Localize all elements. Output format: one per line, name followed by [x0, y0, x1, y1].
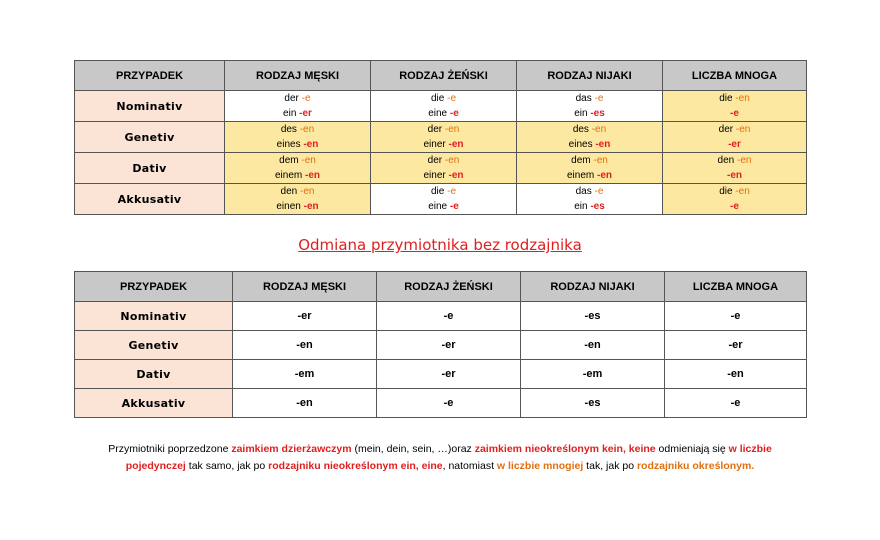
declension-table-without-article — [74, 271, 807, 418]
note-highlight-orange: rodzajniku określonym. — [636, 460, 755, 472]
article-text: eines — [276, 139, 304, 150]
article-line — [517, 153, 662, 168]
ending-cell — [663, 122, 807, 153]
case-label: Dativ — [75, 360, 233, 389]
case-row — [75, 302, 807, 331]
note-highlight: rodzajniku nieokreślonym ein, eine — [268, 460, 443, 472]
article-text: einem — [566, 170, 597, 181]
ending-text: -e — [594, 186, 604, 197]
ending-cell — [225, 122, 371, 153]
ending-text: -er — [299, 108, 312, 119]
case-row — [75, 122, 807, 153]
ending-cell — [517, 91, 663, 122]
ending-cell — [663, 153, 807, 184]
article-text: den — [280, 186, 300, 197]
article-text: die — [430, 186, 448, 197]
article-line — [371, 153, 516, 168]
article-text: dem — [279, 155, 302, 166]
article-line — [517, 91, 662, 106]
ending-text: -e — [594, 93, 604, 104]
article-line — [663, 91, 806, 106]
ending-text: -en — [735, 186, 750, 197]
ending-text: -en — [444, 155, 460, 166]
ending-cell: -en — [233, 331, 377, 360]
article-text: einer — [423, 170, 449, 181]
ending-text: -en — [305, 170, 320, 181]
article-text: des — [280, 124, 300, 135]
ending-cell: -en — [521, 331, 665, 360]
case-row — [75, 360, 807, 389]
indefinite-line — [517, 168, 662, 183]
article-text: einer — [423, 139, 449, 150]
case-label: Genetiv — [75, 331, 233, 360]
ending-text: -en — [597, 170, 612, 181]
ending-text: -en — [301, 155, 316, 166]
indefinite-line — [663, 106, 806, 121]
ending-text: -en — [735, 124, 751, 135]
article-line — [517, 184, 662, 199]
article-text: eines — [568, 139, 596, 150]
article-text: ein — [574, 201, 591, 212]
ending-cell: -e — [665, 302, 807, 331]
ending-text: -en — [595, 139, 611, 150]
ending-cell — [663, 91, 807, 122]
ending-text: -en — [737, 155, 752, 166]
header-row — [75, 272, 807, 302]
article-text: eine — [428, 201, 450, 212]
article-text: den — [717, 155, 737, 166]
header-feminine: RODZAJ ŻEŃSKI — [377, 272, 521, 302]
article-line — [371, 122, 516, 137]
article-line — [371, 91, 516, 106]
article-text: des — [572, 124, 592, 135]
note-highlight: w liczbie pojedynczej — [125, 443, 772, 472]
indefinite-line — [663, 137, 806, 152]
case-row — [75, 91, 807, 122]
ending-cell — [225, 184, 371, 215]
case-label: Akkusativ — [75, 184, 225, 215]
article-text: ein — [574, 108, 591, 119]
section-heading: Odmiana przymiotnika bez rodzajnika — [298, 236, 582, 254]
case-row — [75, 389, 807, 418]
indefinite-line — [371, 106, 516, 121]
article-line — [225, 153, 370, 168]
ending-text: -e — [447, 93, 457, 104]
ending-cell — [663, 184, 807, 215]
case-label: Genetiv — [75, 122, 225, 153]
ending-cell: -e — [377, 389, 521, 418]
explanation-note — [80, 441, 800, 475]
ending-cell: -es — [521, 302, 665, 331]
article-text: einem — [274, 170, 305, 181]
ending-text: -en — [727, 170, 742, 181]
article-text: die — [719, 186, 736, 197]
ending-cell: -er — [377, 331, 521, 360]
article-text: die — [430, 93, 448, 104]
note-text: tak, jak po — [583, 460, 637, 472]
case-label: Akkusativ — [75, 389, 233, 418]
ending-text: -en — [448, 139, 464, 150]
header-plural: LICZBA MNOGA — [665, 272, 807, 302]
indefinite-line — [225, 168, 370, 183]
ending-cell — [225, 153, 371, 184]
ending-cell: -er — [665, 331, 807, 360]
ending-cell — [517, 153, 663, 184]
ending-text: -en — [444, 124, 460, 135]
ending-text: -er — [728, 139, 741, 150]
ending-cell — [517, 184, 663, 215]
header-neuter: RODZAJ NIJAKI — [521, 272, 665, 302]
header-masculine: RODZAJ MĘSKI — [225, 61, 371, 91]
article-text: dem — [571, 155, 594, 166]
ending-cell — [371, 122, 517, 153]
indefinite-line — [663, 199, 806, 214]
indefinite-line — [663, 168, 806, 183]
indefinite-line — [371, 137, 516, 152]
ending-text: -en — [300, 186, 315, 197]
ending-text: -en — [735, 93, 750, 104]
article-line — [663, 122, 806, 137]
indefinite-line — [371, 168, 516, 183]
ending-cell — [517, 122, 663, 153]
article-text: der — [718, 124, 736, 135]
ending-cell — [225, 91, 371, 122]
ending-cell: -em — [521, 360, 665, 389]
indefinite-line — [517, 199, 662, 214]
ending-text: -en — [591, 124, 607, 135]
article-text: einen — [276, 201, 304, 212]
article-text: der — [427, 155, 445, 166]
article-line — [663, 153, 806, 168]
header-feminine: RODZAJ ŻEŃSKI — [371, 61, 517, 91]
article-text: die — [719, 93, 736, 104]
note-text: tak samo, jak po — [185, 460, 269, 472]
case-row — [75, 331, 807, 360]
article-text: der — [284, 93, 302, 104]
indefinite-line — [517, 106, 662, 121]
case-label: Nominativ — [75, 91, 225, 122]
ending-cell: -en — [233, 389, 377, 418]
indefinite-line — [225, 106, 370, 121]
note-text: Przymiotniki poprzedzone — [108, 443, 232, 455]
header-row — [75, 61, 807, 91]
ending-text: -e — [301, 93, 311, 104]
note-text: odmieniają się — [655, 443, 729, 455]
ending-text: -en — [448, 170, 464, 181]
ending-cell — [371, 184, 517, 215]
indefinite-line — [225, 199, 370, 214]
declension-table-with-article — [74, 60, 807, 215]
ending-cell — [371, 91, 517, 122]
ending-cell: -er — [377, 360, 521, 389]
indefinite-line — [517, 137, 662, 152]
note-text: , natomiast — [442, 460, 497, 472]
article-text: eine — [428, 108, 450, 119]
indefinite-line — [225, 137, 370, 152]
note-highlight-orange: w liczbie mnogiej — [496, 460, 584, 472]
case-label: Dativ — [75, 153, 225, 184]
article-line — [225, 122, 370, 137]
note-text: (mein, dein, sein, …)oraz — [351, 443, 475, 455]
ending-text: -es — [590, 201, 605, 212]
header-masculine: RODZAJ MĘSKI — [233, 272, 377, 302]
header-neuter: RODZAJ NIJAKI — [517, 61, 663, 91]
ending-text: -e — [730, 108, 739, 119]
case-row — [75, 184, 807, 215]
article-text: der — [427, 124, 445, 135]
ending-text: -e — [447, 186, 457, 197]
article-text: ein — [283, 108, 300, 119]
ending-cell: -em — [233, 360, 377, 389]
article-line — [225, 91, 370, 106]
ending-text: -e — [449, 108, 459, 119]
article-line — [371, 184, 516, 199]
article-line — [517, 122, 662, 137]
ending-text: -en — [303, 139, 319, 150]
ending-cell: -es — [521, 389, 665, 418]
case-row — [75, 153, 807, 184]
ending-cell — [371, 153, 517, 184]
note-highlight: zaimkiem dzierżawczym — [231, 443, 352, 455]
ending-cell: -er — [233, 302, 377, 331]
article-text: das — [575, 93, 595, 104]
ending-cell: -e — [377, 302, 521, 331]
ending-text: -es — [590, 108, 605, 119]
note-highlight: zaimkiem nieokreślonym kein, keine — [474, 443, 656, 455]
ending-cell: -en — [665, 360, 807, 389]
header-plural: LICZBA MNOGA — [663, 61, 807, 91]
ending-text: -en — [299, 124, 315, 135]
ending-text: -en — [593, 155, 608, 166]
article-line — [663, 184, 806, 199]
header-case: PRZYPADEK — [75, 61, 225, 91]
ending-text: -e — [730, 201, 739, 212]
ending-cell: -e — [665, 389, 807, 418]
article-text: das — [575, 186, 595, 197]
case-label: Nominativ — [75, 302, 233, 331]
article-line — [225, 184, 370, 199]
indefinite-line — [371, 199, 516, 214]
ending-text: -e — [449, 201, 459, 212]
header-case: PRZYPADEK — [75, 272, 233, 302]
ending-text: -en — [303, 201, 319, 212]
